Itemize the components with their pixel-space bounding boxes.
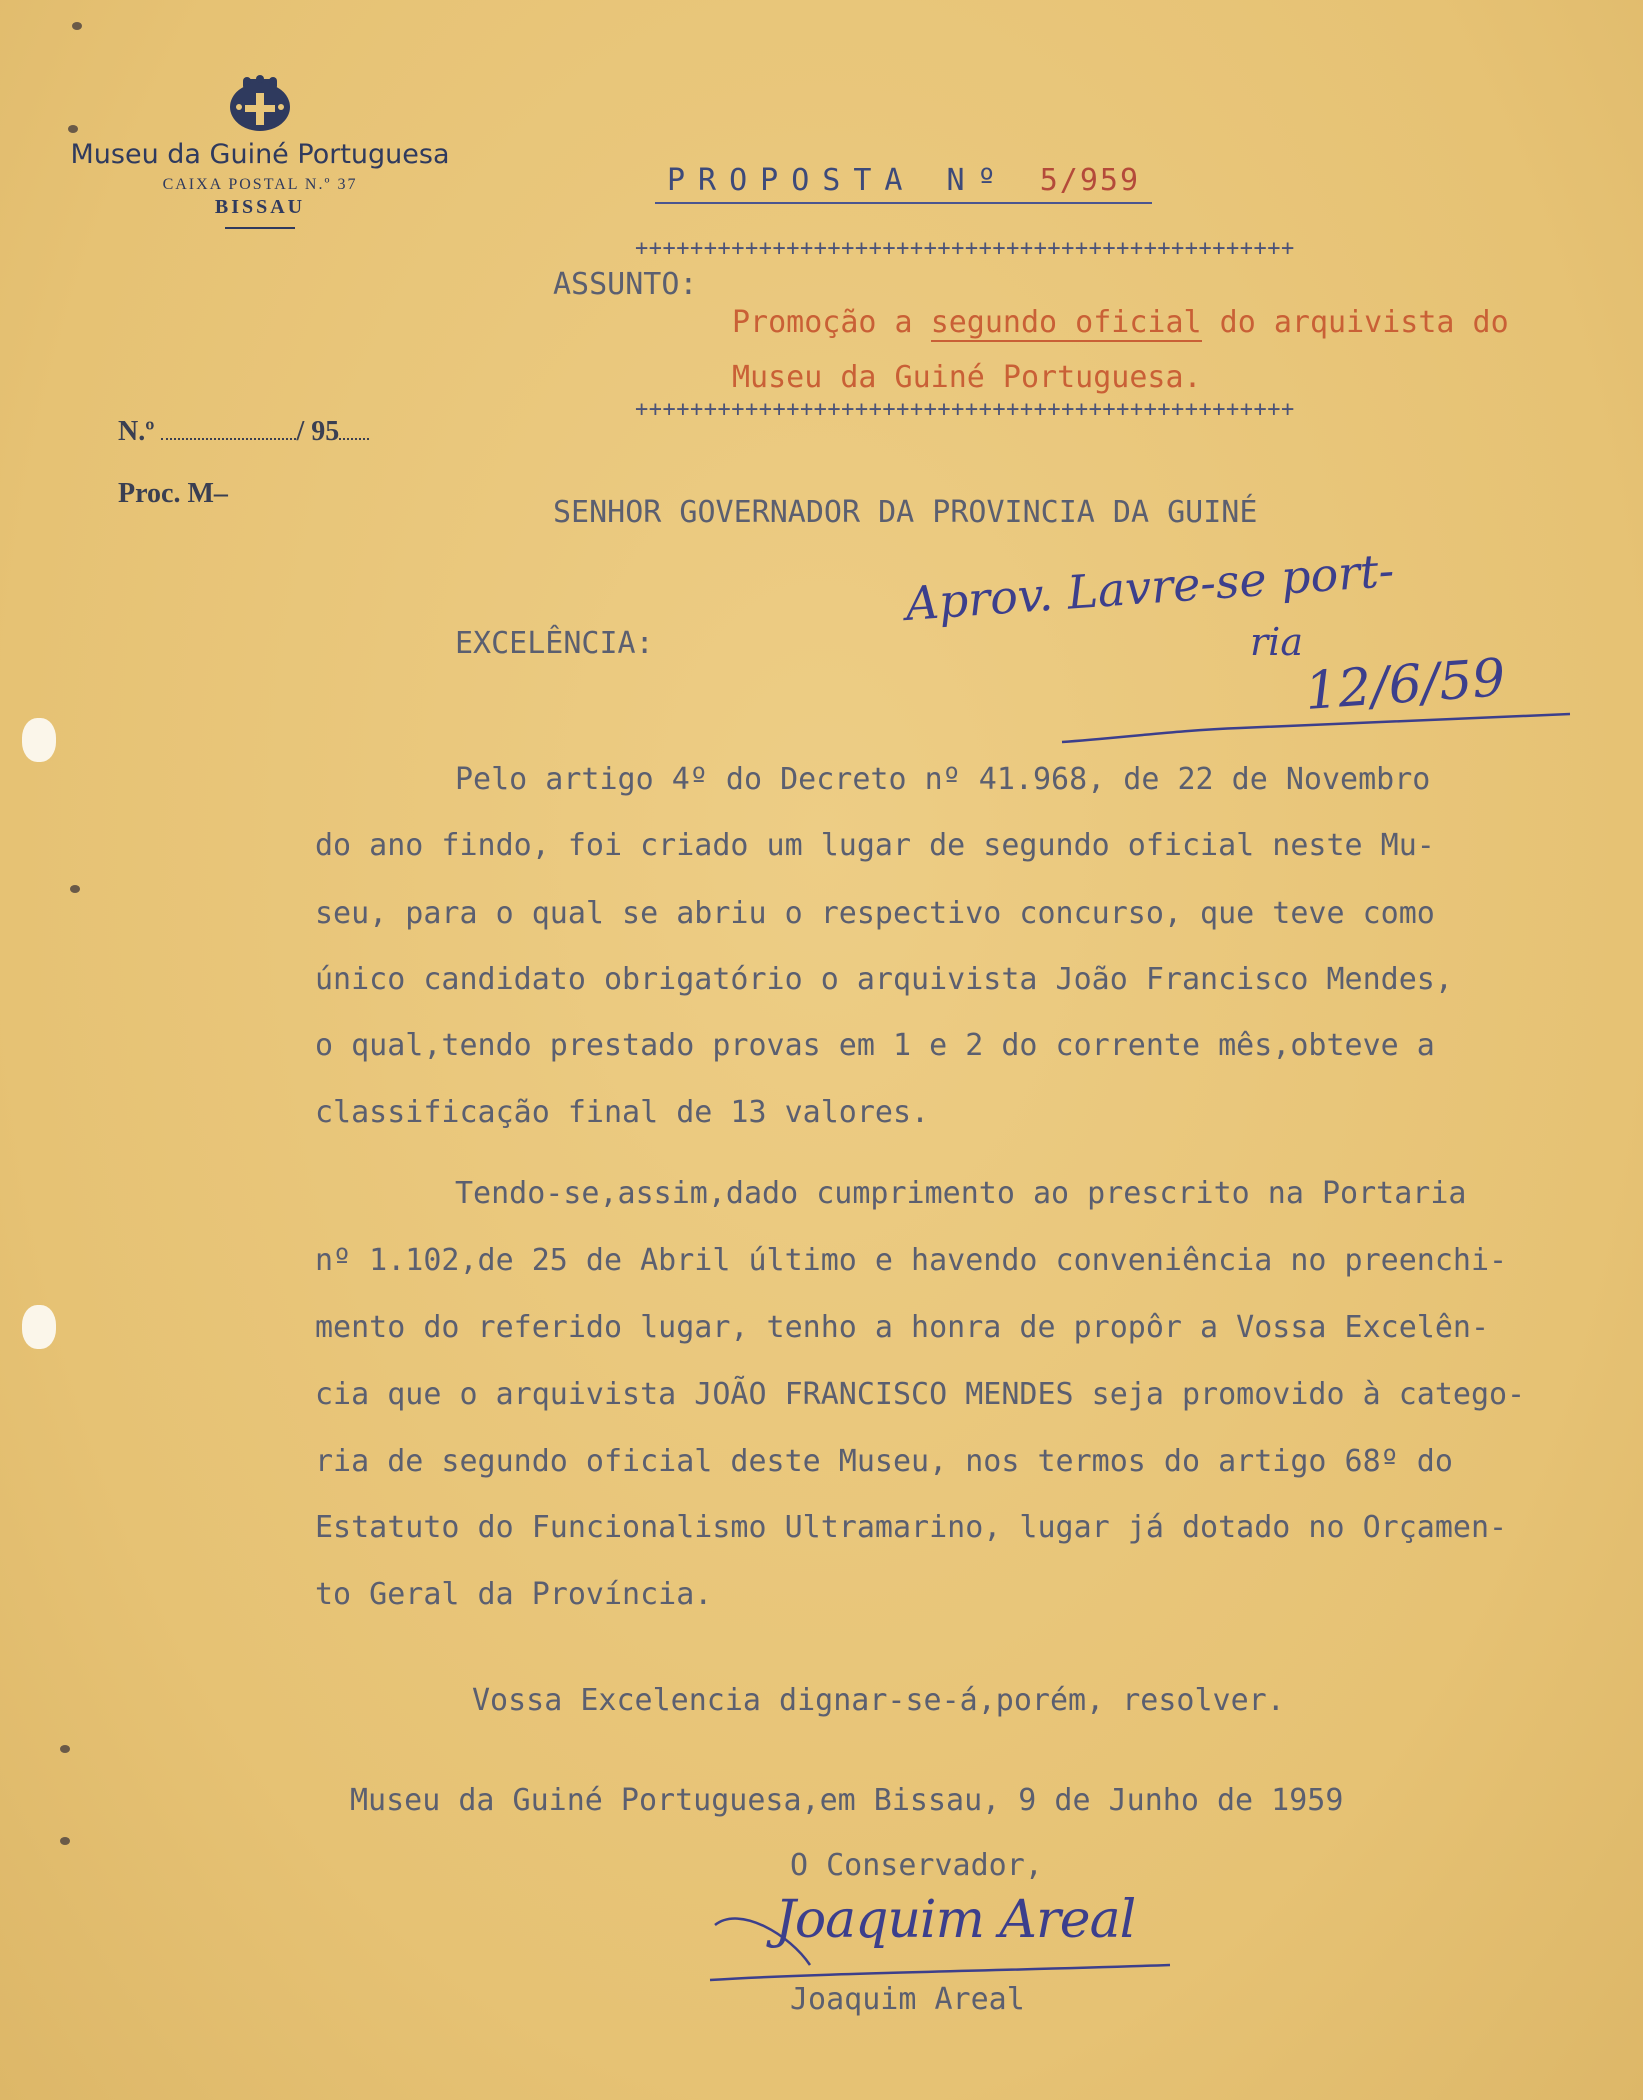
subject-text: Promoção a [732, 305, 931, 340]
handwritten-annotation-line-1: Aprov. Lavre-se port- [903, 542, 1396, 632]
punch-hole [22, 1305, 56, 1349]
body-line: do ano findo, foi criado um lugar de segundo oficial neste Mu- [315, 828, 1435, 863]
body-line: to Geral da Província. [315, 1577, 713, 1612]
paper-mark [60, 1745, 70, 1753]
museum-name: Museu da Guiné Portuguesa [70, 139, 450, 170]
process-number: Proc. M– [118, 478, 228, 509]
handwritten-signature: Joaquim Areal [775, 1890, 1136, 1950]
reference-dots [161, 434, 296, 440]
paper-mark [70, 885, 80, 893]
signature-flourish [700, 1895, 1180, 1985]
reference-no-label: N.º [118, 416, 155, 447]
letterhead [40, 75, 480, 229]
separator: ++++++++++++++++++++++++++++++++++++++++++++++++ [635, 236, 1295, 261]
body-line: único candidato obrigatório o arquivista João Francisco Mendes, [315, 962, 1453, 997]
body-line: seu, para o qual se abriu o respectivo concurso, que teve como [315, 896, 1435, 931]
body-line: mento do referido lugar, tenho a honra de propôr a Vossa Excelên- [315, 1310, 1489, 1345]
paper-mark [72, 22, 82, 30]
punch-hole [22, 718, 56, 762]
subject-text: do arquivista do [1201, 305, 1509, 340]
document-title [655, 163, 1152, 204]
subject-line-2: Museu da Guiné Portuguesa. [732, 360, 1202, 395]
body-line: Estatuto do Funcionalismo Ultramarino, lugar já dotado no Orçamen- [315, 1510, 1508, 1545]
title-label: PROPOSTA Nº [667, 163, 1009, 198]
letterhead-rule [225, 227, 295, 229]
subject-emphasis: segundo oficial [930, 305, 1202, 340]
addressee: SENHOR GOVERNADOR DA PROVINCIA DA GUINÉ [553, 495, 1258, 530]
handwritten-annotation-line-2: ria [1250, 620, 1303, 664]
subject-label: ASSUNTO: [553, 267, 698, 302]
subject-line-1 [732, 305, 1509, 340]
body-line: Pelo artigo 4º do Decreto nº 41.968, de 22 de Novembro [455, 762, 1431, 797]
body-line: cia que o arquivista JOÃO FRANCISCO MENDES seja promovido à catego- [315, 1377, 1526, 1412]
postal-box: CAIXA POSTAL N.º 37 [162, 176, 358, 193]
reference-number [118, 416, 369, 448]
body-line: Tendo-se,assim,dado cumprimento ao prescrito na Portaria [455, 1176, 1467, 1211]
city: BISSAU [214, 196, 306, 218]
reference-dots [339, 434, 369, 440]
closing-formula: Vossa Excelencia dignar-se-á,porém, resolver. [472, 1683, 1285, 1718]
signatory-name: Joaquim Areal [790, 1982, 1025, 2017]
separator: ++++++++++++++++++++++++++++++++++++++++++++++++ [635, 397, 1295, 422]
greeting: EXCELÊNCIA: [455, 626, 654, 661]
place-and-date: Museu da Guiné Portuguesa,em Bissau, 9 de Junho de 1959 [350, 1783, 1344, 1818]
body-line: o qual,tendo prestado provas em 1 e 2 do corrente mês,obteve a [315, 1028, 1435, 1063]
annotation-underline [1060, 700, 1580, 750]
signatory-role: O Conservador, [790, 1848, 1043, 1883]
paper-mark [60, 1837, 70, 1845]
body-line: classificação final de 13 valores. [315, 1095, 930, 1130]
handwritten-annotation-date: 12/6/59 [1303, 648, 1508, 722]
body-line: ria de segundo oficial deste Museu, nos termos do artigo 68º do [315, 1444, 1453, 1479]
title-number: 5/959 [1039, 163, 1141, 198]
coat-of-arms-icon [223, 75, 297, 135]
body-line: nº 1.102,de 25 de Abril último e havendo conveniência no preenchi- [315, 1243, 1508, 1278]
reference-no-suffix: / 95 [296, 416, 340, 447]
